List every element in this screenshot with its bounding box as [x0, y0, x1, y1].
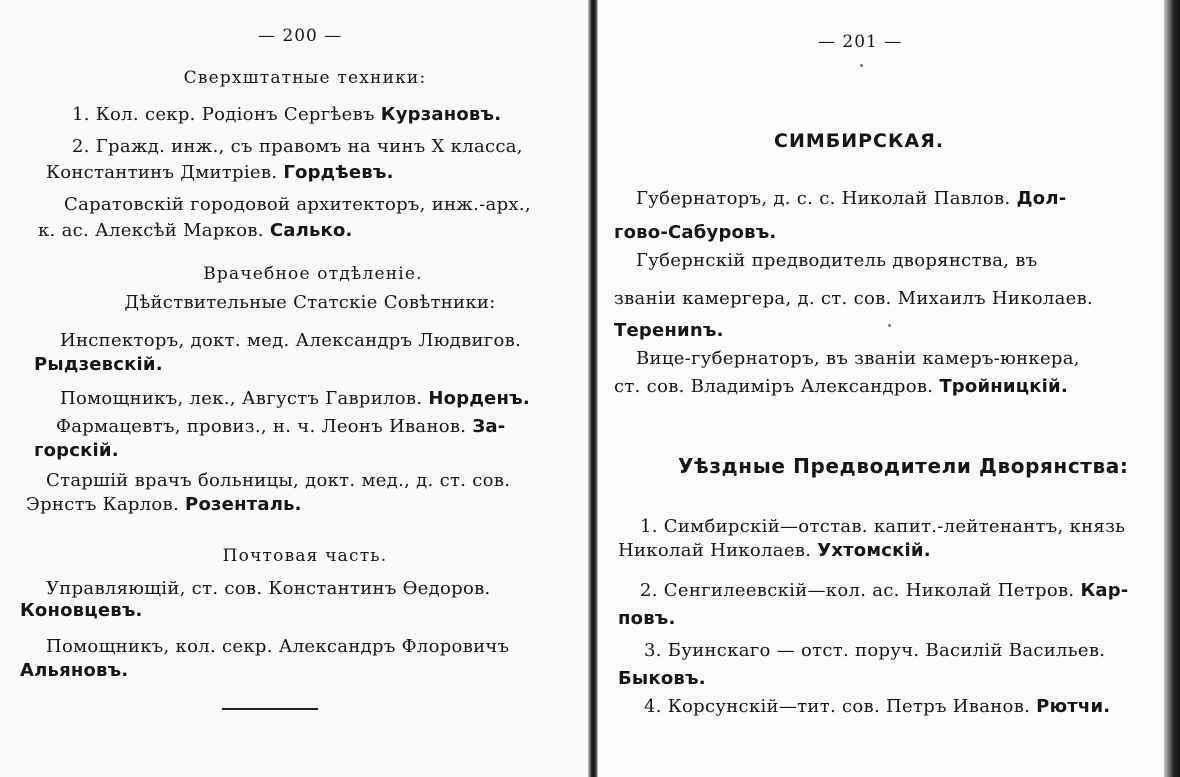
district-entry-1-line-2: Николай Николаев. Ухтомскій. [618, 540, 931, 561]
district-entry-3-line-1: 3. Буинскаго — отст. поруч. Василій Васильев. [644, 640, 1106, 661]
medical-pharmacist-line-1: Фармацевтъ, провиз., н. ч. Леонъ Иванов. За- [56, 416, 506, 437]
surname: Дол- [1016, 188, 1067, 209]
medical-senior-doctor-line-2: Эрнстъ Карлов. Розенталь. [26, 494, 302, 515]
province-title: СИМБИРСКАЯ. [774, 130, 945, 152]
surname: Альяновъ. [20, 660, 129, 681]
surname: За- [472, 416, 506, 437]
medical-inspector-line-2 [34, 354, 163, 375]
postal-manager-line-2 [20, 600, 143, 621]
postal-assistant-line-1: Помощникъ, кол. секр. Александръ Флоровичъ [46, 636, 510, 657]
surname: Тройницкій. [939, 376, 1068, 397]
marshal-line-3 [614, 320, 724, 341]
district-entry-4: 4. Корсунскій—тит. сов. Петръ Иванов. Рютчи. [644, 696, 1111, 717]
surname: горскій. [34, 440, 119, 461]
supernumerary-entry-3-line-1: Саратовскій городовой архитекторъ, инж.-арх., [64, 194, 531, 215]
postal-assistant-line-2 [20, 660, 128, 681]
supernumerary-entry-2-line-1: 2. Гражд. инж., съ правомъ на чинъ X класса, [72, 136, 523, 157]
surname: Кар- [1080, 580, 1129, 601]
surname: Гордѣевъ. [283, 162, 394, 183]
district-entry-1-line-1: 1. Симбирскій—отстав. капит.-лейтенантъ, князь [640, 516, 1126, 537]
page-number-200: — 200 — [258, 26, 343, 46]
district-entry-3-line-2 [618, 668, 706, 689]
postal-manager-line-1: Управляющій, ст. сов. Константинъ Ѳедоров. [46, 578, 491, 599]
end-rule [222, 708, 318, 710]
book-gutter [588, 0, 598, 777]
surname: Коновцевъ. [20, 600, 143, 621]
surname: Быковъ. [618, 668, 706, 689]
surname: Розенталь. [185, 494, 302, 515]
district-marshals-title: Уѣздные Предводители Дворянства: [678, 454, 1129, 478]
district-entry-2-line-2 [618, 608, 676, 629]
supernumerary-entry-2-line-2: Константинъ Дмитріев. Гордѣевъ. [46, 162, 394, 183]
medical-senior-doctor-line-1: Старшій врачъ больницы, докт. мед., д. ст. сов. [46, 470, 511, 491]
left-page [0, 0, 588, 777]
surname: повъ. [618, 608, 676, 629]
surname: Курзановъ. [380, 104, 502, 125]
vice-governor-line-1: Вице-губернаторъ, въ званіи камеръ-юнкера, [636, 348, 1080, 369]
medical-pharmacist-line-2 [34, 440, 119, 461]
medical-inspector-line-1: Инспекторъ, докт. мед. Александръ Людвигов. [60, 330, 522, 351]
surname: Рыдзевскій. [34, 354, 163, 375]
marshal-line-1: Губернскій предводитель дворянства, въ [636, 250, 1038, 271]
medical-section-subtitle: Дѣйствительные Статскіе Совѣтники: [124, 292, 496, 313]
print-speck [888, 324, 891, 327]
surname: Ухтомскій. [817, 540, 931, 561]
page-number-201: — 201 — [818, 32, 903, 52]
surname: Норденъ. [428, 388, 530, 409]
surname: гово-Сабуровъ. [614, 222, 777, 243]
print-speck [860, 64, 863, 67]
supernumerary-entry-1: 1. Кол. секр. Родіонъ Сергѣевъ Курзановъ. [72, 104, 502, 125]
medical-section-title: Врачебное отдѣленіе. [203, 264, 423, 284]
right-page [598, 0, 1164, 777]
medical-assistant: Помощникъ, лек., Августъ Гаврилов. Норденъ. [60, 388, 530, 409]
marshal-line-2: званіи камергера, д. ст. сов. Михаилъ Николаев. [614, 288, 1094, 309]
supernumerary-title: Сверхштатные техники: [183, 68, 427, 88]
surname: Терениnъ. [614, 320, 724, 341]
surname: Рютчи. [1036, 696, 1111, 717]
vice-governor-line-2: ст. сов. Владиміръ Александров. Тройницкій. [614, 376, 1068, 397]
postal-section-title: Почтовая часть. [222, 546, 388, 566]
book-edge [1164, 0, 1180, 777]
district-entry-2-line-1: 2. Сенгилеевскій—кол. ас. Николай Петров. Кар- [640, 580, 1129, 601]
governor-line-1: Губернаторъ, д. с. с. Николай Павлов. Дол- [636, 188, 1067, 209]
surname: Салько. [269, 220, 353, 241]
supernumerary-entry-3-line-2: к. ас. Алексѣй Марков. Салько. [38, 220, 353, 241]
governor-line-2 [614, 222, 776, 243]
